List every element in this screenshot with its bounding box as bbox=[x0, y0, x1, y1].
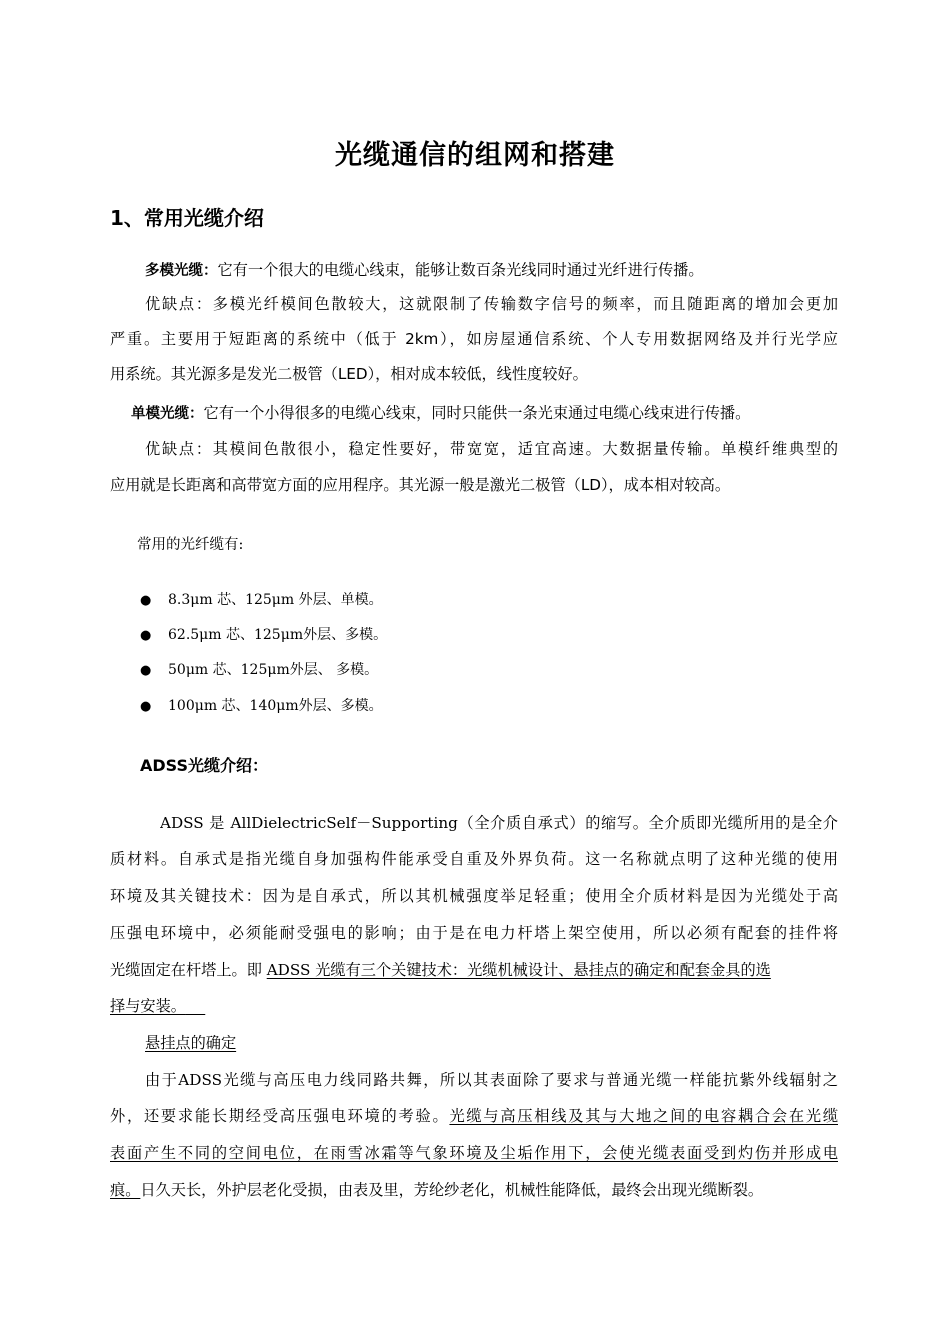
bullet-icon: ● bbox=[140, 663, 152, 678]
multimode-paragraph bbox=[145, 253, 845, 288]
singlemode-text: 它有一个小得很多的电缆心线束，同时只能供一条光束通过电缆心线束进行传播。 bbox=[203, 404, 751, 422]
adss-key-tech-underlined: ADSS 光缆有三个关键技术：光缆机械设计、悬挂点的确定和配套金具的选 bbox=[266, 961, 771, 979]
singlemode-pros-line-1: 优缺点：其模间色散很小，稳定性要好，带宽宽，适宜高速。大数据量传输。单模纤维典型的 bbox=[145, 440, 838, 458]
list-item: ● 62.5μm 芯、125μm外层、多模。 bbox=[140, 618, 387, 653]
bullet-icon: ● bbox=[140, 628, 152, 643]
suspension-line-2: 外，还要求能长期经受高压强电环境的考验。光缆与高压相线及其与大地之间的电容耦合会在光缆 bbox=[110, 1107, 838, 1125]
adss-line-4: 压强电环境中，必须能耐受强电的影响；由于是在电力杆塔上架空使用，所以必须有配套的挂件将 bbox=[110, 924, 838, 942]
multimode-pros-line-3: 用系统。其光源多是发光二极管（LED），相对成本较低，线性度较好。 bbox=[110, 365, 588, 383]
bullet-icon: ● bbox=[140, 593, 152, 608]
list-item: ● 8.3μm 芯、125μm 外层、单模。 bbox=[140, 583, 383, 618]
suspension-line-1: 由于ADSS光缆与高压电力线同路共舞，所以其表面除了要求与普通光缆一样能抗紫外线辐射之 bbox=[145, 1071, 838, 1089]
adss-line-2: 质材料。自承式是指光缆自身加强构件能承受自重及外界负荷。这一名称就点明了这种光缆的使用 bbox=[110, 850, 838, 868]
common-fibers-intro: 常用的光纤缆有: bbox=[137, 537, 244, 553]
capacitive-coupling-underlined: 光缆与高压相线及其与大地之间的电容耦合会在光缆 bbox=[449, 1107, 838, 1125]
adss-line-6: 择与安装。 bbox=[110, 997, 186, 1015]
page-title: 光缆通信的组网和搭建 bbox=[335, 140, 615, 171]
adss-line-3: 环境及其关键技术：因为是自承式，所以其机械强度举足轻重；使用全介质材料是因为光缆处于高 bbox=[110, 887, 838, 905]
bullet-icon: ● bbox=[140, 699, 152, 714]
singlemode-pros-line-2: 应用就是长距离和高带宽方面的应用程序。其光源一般是激光二极管（LD），成本相对较高。 bbox=[110, 476, 731, 494]
list-item: ● 100μm 芯、140μm外层、多模。 bbox=[140, 689, 383, 724]
adss-heading: ADSS光缆介绍： bbox=[140, 756, 268, 775]
adss-line-5: 光缆固定在杆塔上。即 ADSS 光缆有三个关键技术：光缆机械设计、悬挂点的确定和配套金具的选 bbox=[110, 961, 771, 979]
section-heading: 1、常用光缆介绍 bbox=[110, 206, 264, 230]
list-item: ● 50μm 芯、125μm外层、 多模。 bbox=[140, 653, 378, 688]
multimode-text: 它有一个很大的电缆心线束，能够让数百条光线同时通过光纤进行传播。 bbox=[217, 261, 704, 279]
multimode-pros-line-1: 优缺点：多模光纤模间色散较大，这就限制了传输数字信号的频率，而且随距离的增加会更加 bbox=[145, 295, 838, 313]
singlemode-paragraph bbox=[131, 396, 841, 431]
multimode-pros-line-2: 严重。主要用于短距离的系统中（低于 2km），如房屋通信系统、个人专用数据网络及并行光学应 bbox=[110, 330, 838, 348]
suspension-heading: 悬挂点的确定 bbox=[145, 1034, 237, 1052]
multimode-label: 多模光缆： bbox=[145, 263, 218, 279]
suspension-line-4: 痕。日久天长，外护层老化受损，由表及里，芳纶纱老化，机械性能降低，最终会出现光缆断裂。 bbox=[110, 1181, 764, 1199]
singlemode-label: 单模光缆： bbox=[131, 406, 204, 422]
adss-line-1: ADSS 是 AllDielectricSelf－Supporting（全介质自承式）的缩写。全介质即光缆所用的是全介 bbox=[160, 814, 838, 832]
suspension-line-3: 表面产生不同的空间电位，在雨雪冰霜等气象环境及尘垢作用下，会使光缆表面受到灼伤并形成电 bbox=[110, 1144, 838, 1162]
